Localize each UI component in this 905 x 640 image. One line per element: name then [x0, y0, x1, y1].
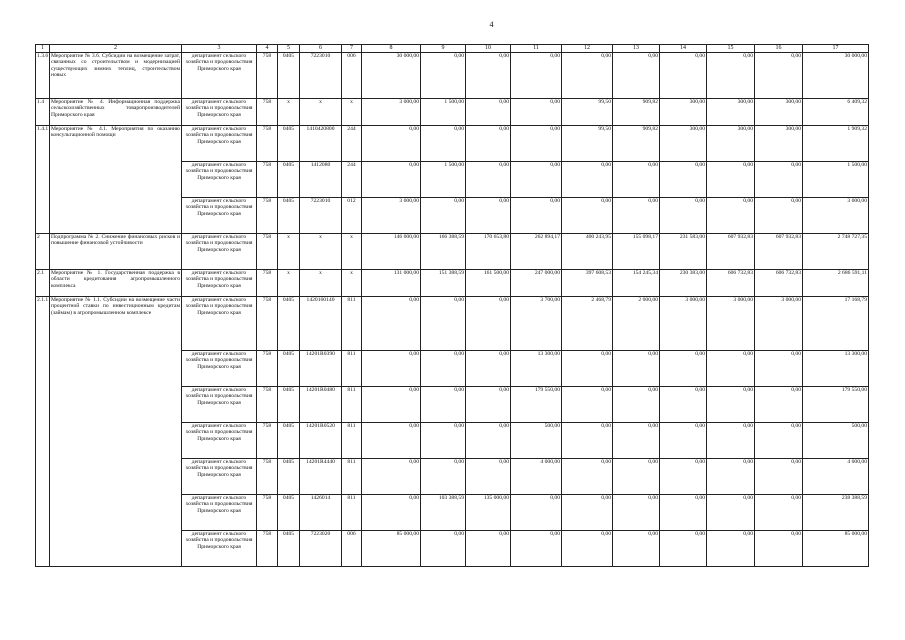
amount-cell: 0,00 [362, 162, 421, 198]
vr-code: 006 [342, 531, 362, 567]
rzpr-code: 0405 [278, 126, 300, 162]
csr-code: 1410420800 [300, 126, 342, 162]
amount-cell: 99,50 [562, 99, 613, 126]
amount-cell: 135 000,00 [466, 495, 511, 531]
amount-cell: 3 700,00 [511, 297, 562, 351]
row-index: 2 [36, 234, 50, 270]
responsible-department: департамент сельского хозяйства и продовольствия Приморского края [182, 459, 257, 495]
row-name [50, 162, 182, 198]
csr-code: х [300, 99, 342, 126]
vr-code: х [342, 234, 362, 270]
amount-cell: 0,00 [707, 162, 755, 198]
rzpr-code: 0405 [278, 198, 300, 234]
csr-code: 1426014 [300, 495, 342, 531]
amount-cell: 0,00 [755, 531, 803, 567]
grbs-code: 758 [257, 126, 278, 162]
grbs-code: 758 [257, 387, 278, 423]
amount-cell: 3 000,00 [660, 297, 707, 351]
vr-code: 244 [342, 162, 362, 198]
column-number-row [36, 45, 869, 53]
amount-cell: 0,00 [613, 531, 660, 567]
amount-cell: 0,00 [511, 162, 562, 198]
vr-code: 811 [342, 423, 362, 459]
amount-cell: 170 653,80 [466, 234, 511, 270]
vr-code: 811 [342, 459, 362, 495]
amount-cell: 0,00 [707, 53, 755, 99]
amount-cell: 0,00 [421, 531, 466, 567]
amount-cell: 0,00 [562, 198, 613, 234]
row-name [50, 423, 182, 459]
column-number: 8 [362, 45, 421, 53]
rzpr-code: х [278, 270, 300, 297]
grbs-code: 758 [257, 99, 278, 126]
amount-cell: 909,82 [613, 126, 660, 162]
amount-cell: 99,50 [562, 126, 613, 162]
row-name: Мероприятие № 4.1. Мероприятия по оказанию консультационной помощи [50, 126, 182, 162]
csr-code: х [300, 234, 342, 270]
amount-cell: 0,00 [707, 198, 755, 234]
row-index: 2.1.1 [36, 297, 50, 351]
amount-cell: 300,00 [755, 126, 803, 162]
vr-code: 006 [342, 53, 362, 99]
amount-cell: 0,00 [755, 351, 803, 387]
amount-cell: 2 686 591,11 [803, 270, 869, 297]
row-index: 1.4 [36, 99, 50, 126]
row-index [36, 531, 50, 567]
column-number: 6 [300, 45, 342, 53]
amount-cell: 0,00 [562, 387, 613, 423]
amount-cell: 0,00 [466, 423, 511, 459]
csr-code: 7223010 [300, 53, 342, 99]
rzpr-code: 0405 [278, 162, 300, 198]
amount-cell: 500,00 [511, 423, 562, 459]
grbs-code: 758 [257, 531, 278, 567]
amount-cell: 0,00 [707, 495, 755, 531]
column-number: 17 [803, 45, 869, 53]
amount-cell: 0,00 [421, 126, 466, 162]
amount-cell: 0,00 [613, 198, 660, 234]
grbs-code: 758 [257, 162, 278, 198]
table-row [36, 162, 869, 198]
amount-cell: 0,00 [362, 126, 421, 162]
amount-cell: 0,00 [707, 459, 755, 495]
csr-code: х [300, 270, 342, 297]
amount-cell: 0,00 [362, 495, 421, 531]
responsible-department: департамент сельского хозяйства и продовольствия Приморского края [182, 270, 257, 297]
amount-cell: 0,00 [511, 99, 562, 126]
table-row [36, 495, 869, 531]
row-name: Мероприятие № 3.6. Субсидии на возмещение затрат, связанных со строительством и модернизацией существующих зимних теплиц, строительством новых [50, 53, 182, 99]
amount-cell: 0,00 [755, 423, 803, 459]
column-number: 9 [421, 45, 466, 53]
amount-cell: 0,00 [613, 53, 660, 99]
amount-cell: 0,00 [511, 53, 562, 99]
amount-cell: 0,00 [421, 198, 466, 234]
row-name: Мероприятие № 1. Государственная поддержка в области кредитования агропромышленного комплекса [50, 270, 182, 297]
amount-cell: 0,00 [421, 423, 466, 459]
amount-cell: 0,00 [660, 198, 707, 234]
amount-cell: 1 909,32 [803, 126, 869, 162]
vr-code: х [342, 270, 362, 297]
amount-cell: 161 500,00 [466, 270, 511, 297]
amount-cell: 0,00 [511, 531, 562, 567]
row-index: 2.1 [36, 270, 50, 297]
amount-cell: 0,00 [707, 351, 755, 387]
responsible-department: департамент сельского хозяйства и продовольствия Приморского края [182, 99, 257, 126]
amount-cell: 3 000,00 [803, 198, 869, 234]
column-number: 1 [36, 45, 50, 53]
amount-cell: 400 243,95 [562, 234, 613, 270]
column-number: 2 [50, 45, 182, 53]
amount-cell: 0,00 [755, 162, 803, 198]
table-row [36, 459, 869, 495]
column-number: 10 [466, 45, 511, 53]
responsible-department: департамент сельского хозяйства и продовольствия Приморского края [182, 495, 257, 531]
amount-cell: 0,00 [421, 387, 466, 423]
table-row [36, 126, 869, 162]
table-row [36, 531, 869, 567]
vr-code: х [342, 99, 362, 126]
amount-cell: 0,00 [421, 53, 466, 99]
table-body [36, 45, 869, 567]
grbs-code: 758 [257, 297, 278, 351]
csr-code: 7223020 [300, 531, 342, 567]
amount-cell: 85 000,00 [362, 531, 421, 567]
row-index: 1.4.1 [36, 126, 50, 162]
column-number: 16 [755, 45, 803, 53]
amount-cell: 231 583,00 [660, 234, 707, 270]
grbs-code: 758 [257, 459, 278, 495]
amount-cell: 3 000,00 [362, 198, 421, 234]
grbs-code: 758 [257, 270, 278, 297]
table-row [36, 234, 869, 270]
amount-cell: 0,00 [613, 162, 660, 198]
amount-cell: 230 383,00 [660, 270, 707, 297]
amount-cell: 0,00 [511, 126, 562, 162]
amount-cell: 6 409,32 [803, 99, 869, 126]
budget-table [35, 44, 869, 567]
row-name: Мероприятие № 1.1. Субсидии на возмещение части процентной ставки по инвестиционным кредитам (займам) в агропромышленном комплексе [50, 297, 182, 351]
row-index [36, 198, 50, 234]
row-index [36, 495, 50, 531]
responsible-department: департамент сельского хозяйства и продовольствия Приморского края [182, 351, 257, 387]
rzpr-code: 0405 [278, 459, 300, 495]
table-row [36, 270, 869, 297]
column-number: 11 [511, 45, 562, 53]
amount-cell: 0,00 [562, 351, 613, 387]
table-row [36, 297, 869, 351]
grbs-code: 758 [257, 423, 278, 459]
amount-cell: 607 932,83 [707, 234, 755, 270]
amount-cell: 0,00 [660, 495, 707, 531]
amount-cell: 0,00 [755, 495, 803, 531]
amount-cell: 247 000,00 [511, 270, 562, 297]
amount-cell: 30 000,00 [362, 53, 421, 99]
responsible-department: департамент сельского хозяйства и продовольствия Приморского края [182, 297, 257, 351]
amount-cell: 0,00 [660, 459, 707, 495]
amount-cell: 0,00 [613, 423, 660, 459]
responsible-department: департамент сельского хозяйства и продовольствия Приморского края [182, 53, 257, 99]
vr-code: 811 [342, 351, 362, 387]
responsible-department: департамент сельского хозяйства и продовольствия Приморского края [182, 162, 257, 198]
amount-cell: 0,00 [466, 162, 511, 198]
csr-code: 14201R0390 [300, 351, 342, 387]
page-number: 4 [489, 20, 494, 29]
amount-cell: 0,00 [562, 531, 613, 567]
amount-cell: 85 000,00 [803, 531, 869, 567]
amount-cell: 606 732,83 [707, 270, 755, 297]
grbs-code: 758 [257, 351, 278, 387]
row-name: Мероприятие № 4. Информационная поддержка сельскохозяйственных товаропроизводителей Приморского края [50, 99, 182, 126]
amount-cell: 0,00 [613, 387, 660, 423]
row-index [36, 459, 50, 495]
amount-cell: 0,00 [511, 495, 562, 531]
amount-cell: 0,00 [660, 531, 707, 567]
amount-cell: 0,00 [562, 423, 613, 459]
amount-cell: 1 500,00 [421, 99, 466, 126]
responsible-department: департамент сельского хозяйства и продовольствия Приморского края [182, 126, 257, 162]
responsible-department: департамент сельского хозяйства и продовольствия Приморского края [182, 234, 257, 270]
amount-cell: 0,00 [660, 387, 707, 423]
column-number: 15 [707, 45, 755, 53]
rzpr-code: 0405 [278, 387, 300, 423]
amount-cell: 0,00 [466, 126, 511, 162]
amount-cell: 0,00 [466, 387, 511, 423]
row-index: 1.3.6 [36, 53, 50, 99]
amount-cell: 0,00 [362, 459, 421, 495]
amount-cell: 151 388,59 [421, 270, 466, 297]
table-row [36, 198, 869, 234]
row-name [50, 495, 182, 531]
rzpr-code: х [278, 234, 300, 270]
amount-cell: 0,00 [707, 423, 755, 459]
amount-cell: 0,00 [562, 162, 613, 198]
amount-cell: 262 894,17 [511, 234, 562, 270]
amount-cell: 0,00 [421, 297, 466, 351]
csr-code: 1412080 [300, 162, 342, 198]
amount-cell: 154 245,34 [613, 270, 660, 297]
amount-cell: 0,00 [707, 531, 755, 567]
csr-code: 14201R4440 [300, 459, 342, 495]
amount-cell: 30 000,00 [803, 53, 869, 99]
amount-cell: 13 300,00 [511, 351, 562, 387]
row-name [50, 198, 182, 234]
vr-code: 244 [342, 126, 362, 162]
amount-cell: 166 388,59 [421, 234, 466, 270]
column-number: 5 [278, 45, 300, 53]
amount-cell: 103 388,59 [421, 495, 466, 531]
amount-cell: 0,00 [562, 459, 613, 495]
amount-cell: 179 550,00 [803, 387, 869, 423]
amount-cell: 2 748 727,35 [803, 234, 869, 270]
row-name [50, 459, 182, 495]
column-number: 3 [182, 45, 257, 53]
amount-cell: 179 550,00 [511, 387, 562, 423]
table-row [36, 351, 869, 387]
amount-cell: 300,00 [660, 126, 707, 162]
amount-cell: 0,00 [511, 198, 562, 234]
csr-code: 7223010 [300, 198, 342, 234]
amount-cell: 0,00 [613, 495, 660, 531]
vr-code: 811 [342, 495, 362, 531]
amount-cell: 0,00 [755, 459, 803, 495]
amount-cell: 0,00 [660, 351, 707, 387]
amount-cell: 300,00 [707, 99, 755, 126]
amount-cell: 300,00 [755, 99, 803, 126]
amount-cell: 0,00 [660, 162, 707, 198]
amount-cell: 0,00 [466, 459, 511, 495]
amount-cell: 3 000,00 [755, 297, 803, 351]
amount-cell: 0,00 [755, 387, 803, 423]
table-row [36, 423, 869, 459]
amount-cell: 0,00 [421, 351, 466, 387]
amount-cell: 13 300,00 [803, 351, 869, 387]
column-number: 7 [342, 45, 362, 53]
grbs-code: 758 [257, 198, 278, 234]
row-index [36, 423, 50, 459]
rzpr-code: 0405 [278, 495, 300, 531]
amount-cell: 17 168,79 [803, 297, 869, 351]
column-number: 13 [613, 45, 660, 53]
amount-cell: 0,00 [466, 531, 511, 567]
rzpr-code: 0405 [278, 423, 300, 459]
amount-cell: 4 000,00 [803, 459, 869, 495]
amount-cell: 238 388,59 [803, 495, 869, 531]
amount-cell: 0,00 [755, 198, 803, 234]
amount-cell: 0,00 [362, 297, 421, 351]
amount-cell: 1 500,00 [803, 162, 869, 198]
amount-cell: 0,00 [421, 459, 466, 495]
row-index [36, 387, 50, 423]
amount-cell: 0,00 [466, 99, 511, 126]
vr-code: 811 [342, 297, 362, 351]
amount-cell: 4 000,00 [511, 459, 562, 495]
amount-cell: 0,00 [466, 297, 511, 351]
amount-cell: 397 608,53 [562, 270, 613, 297]
amount-cell: 909,82 [613, 99, 660, 126]
row-name [50, 387, 182, 423]
rzpr-code: 0405 [278, 53, 300, 99]
amount-cell: 0,00 [707, 387, 755, 423]
amount-cell: 0,00 [660, 53, 707, 99]
amount-cell: 2 000,00 [613, 297, 660, 351]
amount-cell: 0,00 [613, 459, 660, 495]
table-row [36, 53, 869, 99]
row-name: Подпрограмма № 2. Снижение финансовых рисков и повышение финансовой устойчивости [50, 234, 182, 270]
rzpr-code: 0405 [278, 531, 300, 567]
row-name [50, 531, 182, 567]
amount-cell: 0,00 [660, 423, 707, 459]
amount-cell: 146 000,00 [362, 234, 421, 270]
table-row [36, 99, 869, 126]
amount-cell: 3 000,00 [707, 297, 755, 351]
amount-cell: 0,00 [562, 53, 613, 99]
amount-cell: 0,00 [466, 351, 511, 387]
amount-cell: 0,00 [362, 423, 421, 459]
grbs-code: 758 [257, 495, 278, 531]
responsible-department: департамент сельского хозяйства и продовольствия Приморского края [182, 387, 257, 423]
responsible-department: департамент сельского хозяйства и продовольствия Приморского края [182, 198, 257, 234]
amount-cell: 300,00 [707, 126, 755, 162]
column-number: 12 [562, 45, 613, 53]
amount-cell: 0,00 [613, 351, 660, 387]
amount-cell: 0,00 [466, 53, 511, 99]
amount-cell: 0,00 [755, 53, 803, 99]
amount-cell: 500,00 [803, 423, 869, 459]
amount-cell: 0,00 [466, 198, 511, 234]
vr-code: 012 [342, 198, 362, 234]
amount-cell: 2 468,79 [562, 297, 613, 351]
csr-code: 1420160140 [300, 297, 342, 351]
row-index [36, 351, 50, 387]
vr-code: 811 [342, 387, 362, 423]
amount-cell: 131 000,00 [362, 270, 421, 297]
rzpr-code: 0405 [278, 351, 300, 387]
table-row [36, 387, 869, 423]
rzpr-code: х [278, 99, 300, 126]
csr-code: 14201R0480 [300, 387, 342, 423]
responsible-department: департамент сельского хозяйства и продовольствия Приморского края [182, 531, 257, 567]
amount-cell: 155 098,17 [613, 234, 660, 270]
amount-cell: 0,00 [562, 495, 613, 531]
grbs-code: 758 [257, 234, 278, 270]
amount-cell: 607 932,83 [755, 234, 803, 270]
column-number: 4 [257, 45, 278, 53]
grbs-code: 758 [257, 53, 278, 99]
rzpr-code: 0405 [278, 297, 300, 351]
amount-cell: 1 500,00 [421, 162, 466, 198]
row-name [50, 351, 182, 387]
column-number: 14 [660, 45, 707, 53]
amount-cell: 3 000,00 [362, 99, 421, 126]
csr-code: 14201R0520 [300, 423, 342, 459]
amount-cell: 606 732,83 [755, 270, 803, 297]
amount-cell: 300,00 [660, 99, 707, 126]
amount-cell: 0,00 [362, 387, 421, 423]
row-index [36, 162, 50, 198]
responsible-department: департамент сельского хозяйства и продовольствия Приморского края [182, 423, 257, 459]
amount-cell: 0,00 [362, 351, 421, 387]
